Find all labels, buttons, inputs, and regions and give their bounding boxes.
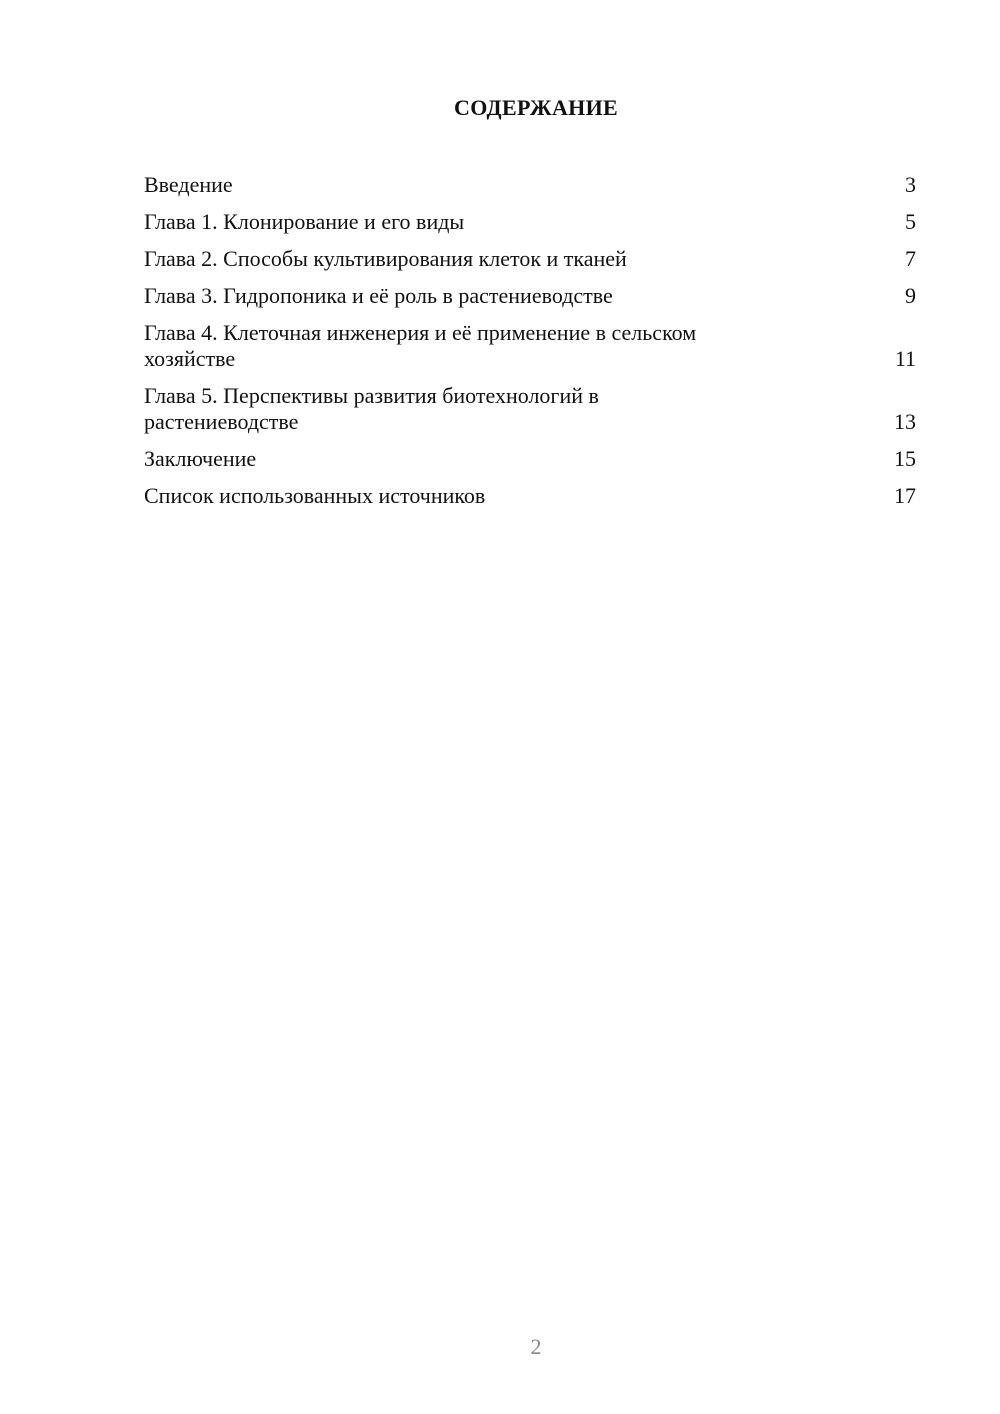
toc-entry-introduction: [144, 172, 920, 198]
toc-entry-text: Глава 1. Клонирование и его виды: [144, 209, 465, 234]
toc-entry-text: Глава 2. Способы культивирования клеток и тканей: [144, 246, 627, 271]
toc-entry-references: [144, 483, 920, 509]
toc-entry-page: 17: [894, 483, 916, 508]
table-of-contents: [144, 172, 920, 520]
page-title: СОДЕРЖАНИЕ: [454, 95, 618, 120]
toc-entry-chapter-5: [144, 383, 920, 435]
toc-entry-page: 3: [905, 172, 916, 197]
toc-entry-chapter-1: [144, 209, 920, 235]
toc-entry-page: 5: [905, 209, 916, 234]
toc-entry-text: Введение: [144, 172, 233, 197]
toc-entry-text: Список использованных источников: [144, 483, 486, 508]
page-number: 2: [530, 1334, 542, 1359]
toc-entry-chapter-2: [144, 246, 920, 272]
toc-entry-page: 7: [905, 246, 916, 271]
toc-entry-page: 15: [894, 446, 916, 471]
toc-entry-chapter-4: [144, 320, 920, 372]
toc-entry-text: Заключение: [144, 446, 257, 471]
toc-entry-page: 9: [905, 283, 916, 308]
toc-entry-text: Глава 5. Перспективы развития биотехнологий в растениеводстве: [144, 383, 599, 434]
toc-entry-text: Глава 4. Клеточная инженерия и её применение в сельском хозяйстве: [144, 320, 697, 371]
toc-entry-conclusion: [144, 446, 920, 472]
toc-entry-page: 13: [894, 409, 916, 434]
toc-entry-page: 11: [894, 346, 916, 371]
toc-entry-chapter-3: [144, 283, 920, 309]
toc-entry-text: Глава 3. Гидропоника и её роль в растениеводстве: [144, 283, 613, 308]
